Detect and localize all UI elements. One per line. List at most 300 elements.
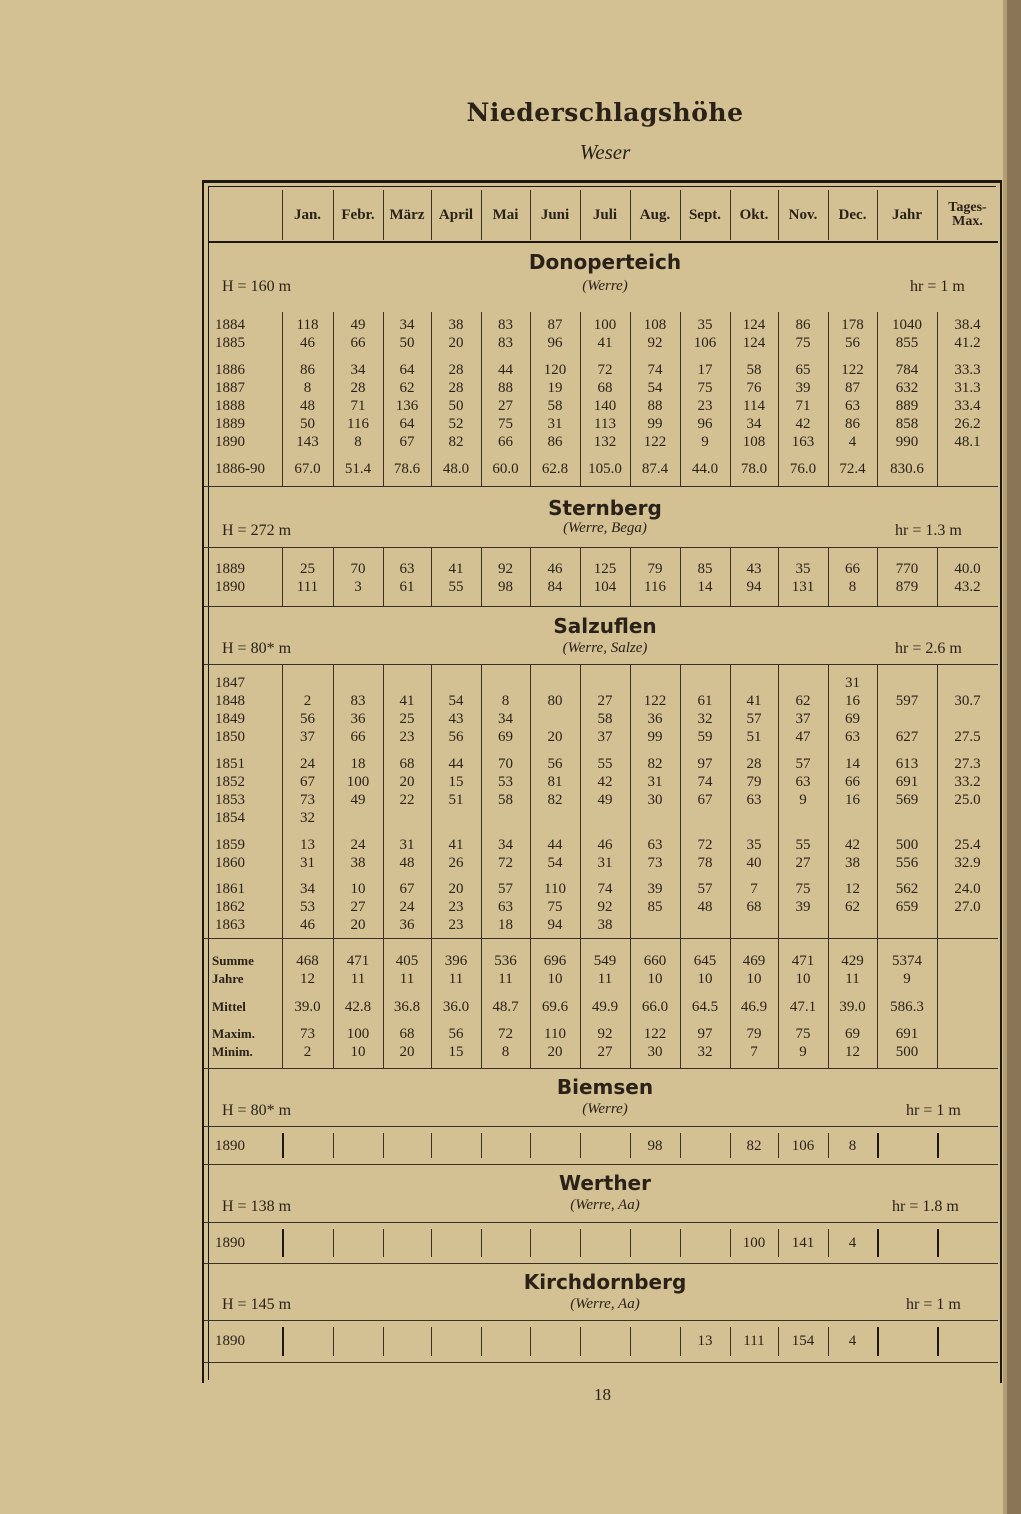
station-river: (Werre, Bega)	[563, 520, 647, 536]
summary-cell: 36.8	[393, 999, 421, 1015]
table-cell: 76.0	[789, 461, 817, 477]
table-cell: 8	[848, 579, 857, 595]
summary-cell: 396	[444, 953, 468, 969]
summary-label: Maxim.	[212, 1026, 255, 1041]
table-cell: 2	[303, 693, 312, 709]
table-cell: 14	[845, 756, 860, 772]
table-cell: 54	[448, 693, 464, 709]
row-year: 1889	[215, 416, 245, 432]
row-year: 1862	[215, 899, 245, 915]
table-cell: 92	[498, 561, 513, 577]
summary-cell: 15	[448, 1044, 464, 1060]
column-header: Juni	[540, 207, 570, 223]
table-cell: 55	[448, 579, 464, 595]
table-cell: 163	[791, 434, 815, 450]
table-cell: 12	[845, 881, 860, 897]
summary-cell: 5374	[892, 953, 922, 969]
table-cell: 64	[399, 362, 415, 378]
summary-cell: 66.0	[641, 999, 669, 1015]
station-bottom-rule	[204, 1263, 998, 1264]
summary-cell: 122	[643, 1026, 667, 1042]
table-cell: 42	[795, 416, 811, 432]
column-header: Jan.	[293, 207, 322, 223]
table-cell: 44	[448, 756, 464, 772]
table-cell: 66	[350, 729, 366, 745]
table-cell: 33.4	[954, 398, 981, 414]
table-cell: 57	[795, 756, 811, 772]
row-year: 1853	[215, 792, 245, 808]
table-cell: 85	[697, 561, 713, 577]
summary-cell: 32	[697, 1044, 713, 1060]
table-cell: 66	[845, 774, 860, 790]
column-header: Nov.	[788, 207, 818, 223]
summary-cell: 696	[543, 953, 567, 969]
table-cell: 73	[647, 855, 663, 871]
summary-label: Summe	[212, 953, 254, 968]
table-cell: 39	[647, 881, 663, 897]
summary-cell: 20	[399, 1044, 415, 1060]
page-title: Niederschlagshöhe	[466, 98, 744, 127]
table-cell: 87.4	[641, 461, 669, 477]
station-header-rule	[204, 1222, 998, 1223]
table-cell: 10	[350, 881, 366, 897]
table-row	[0, 560, 1000, 578]
table-cell: 63	[795, 774, 811, 790]
table-cell: 96	[697, 416, 713, 432]
table-cell: 61	[697, 693, 713, 709]
table-cell: 50	[448, 398, 464, 414]
table-cell: 56	[300, 711, 315, 727]
row-year: 1884	[215, 317, 245, 333]
summary-label: Minim.	[212, 1044, 253, 1059]
station-river: (Werre, Aa)	[570, 1197, 640, 1213]
table-cell: 42	[845, 837, 860, 853]
table-cell: 53	[300, 899, 315, 915]
table-cell: 48	[697, 899, 713, 915]
table-cell: 99	[647, 416, 663, 432]
table-cell: 31	[300, 855, 315, 871]
table-cell: 46	[547, 561, 563, 577]
table-cell: 46	[597, 837, 613, 853]
station-height: H = 272 m	[222, 522, 292, 539]
table-cell: 32	[300, 810, 315, 826]
summary-rule	[204, 938, 998, 939]
summary-cell: 72	[498, 1026, 513, 1042]
summary-cell: 10	[350, 1044, 366, 1060]
table-cell: 35	[746, 837, 762, 853]
table-cell: 41	[597, 335, 613, 351]
summary-row	[0, 970, 1000, 988]
table-cell: 20	[448, 881, 464, 897]
table-cell: 108	[742, 434, 766, 450]
table-cell: 7	[750, 881, 758, 897]
summary-cell: 69	[845, 1026, 860, 1042]
summary-cell: 471	[791, 953, 815, 969]
summary-cell: 11	[845, 971, 860, 987]
table-cell: 23	[697, 398, 713, 414]
table-cell: 25	[399, 711, 415, 727]
table-cell: 34	[300, 881, 315, 897]
table-row	[0, 361, 1000, 379]
table-cell: 74	[647, 362, 663, 378]
table-cell: 43	[448, 711, 464, 727]
header-separator	[937, 190, 938, 240]
table-cell: 26	[448, 855, 464, 871]
row-year: 1860	[215, 855, 245, 871]
table-cell: 40	[746, 855, 762, 871]
page-subtitle: Weser	[579, 140, 631, 164]
table-cell: 41.2	[954, 335, 981, 351]
table-cell: 27	[498, 398, 513, 414]
table-cell: 122	[841, 362, 864, 378]
table-cell: 61	[399, 579, 415, 595]
header-rule	[208, 241, 998, 243]
summary-cell: 10	[547, 971, 563, 987]
table-cell: 110	[544, 881, 566, 897]
table-cell: 34	[498, 711, 513, 727]
summary-cell: 10	[795, 971, 811, 987]
table-cell: 38.4	[954, 317, 981, 333]
table-cell: 94	[746, 579, 762, 595]
table-cell: 39	[795, 899, 811, 915]
table-cell: 82	[448, 434, 464, 450]
table-cell: 88	[647, 398, 663, 414]
table-cell: 46	[300, 335, 315, 351]
table-cell: 18	[350, 756, 366, 772]
column-header: Juli	[592, 207, 618, 223]
summary-cell: 10	[746, 971, 762, 987]
table-cell: 597	[895, 693, 919, 709]
station-name: Sternberg	[548, 496, 662, 520]
table-cell: 31	[399, 837, 415, 853]
table-cell: 562	[895, 881, 919, 897]
table-cell: 72	[498, 855, 513, 871]
table-cell: 69	[845, 711, 860, 727]
table-cell: 40.0	[954, 561, 981, 577]
table-cell: 122	[643, 434, 667, 450]
summary-row	[0, 952, 1000, 970]
table-cell: 38	[597, 917, 613, 933]
summary-cell: 469	[742, 953, 766, 969]
table-cell: 556	[895, 855, 919, 871]
table-cell: 20	[448, 335, 464, 351]
summary-cell: 92	[597, 1026, 613, 1042]
table-cell: 4	[848, 1235, 857, 1251]
table-cell: 92	[647, 335, 663, 351]
table-cell: 28	[350, 380, 366, 396]
table-cell: 58	[746, 362, 762, 378]
frame-inner-top	[208, 186, 996, 187]
table-cell: 26.2	[954, 416, 981, 432]
table-cell: 57	[746, 711, 762, 727]
table-cell: 97	[697, 756, 713, 772]
table-cell: 82	[547, 792, 563, 808]
table-cell: 1040	[892, 317, 922, 333]
table-cell: 86	[795, 317, 811, 333]
table-row	[0, 836, 1000, 854]
summary-cell: 536	[494, 953, 517, 969]
table-cell: 65	[795, 362, 811, 378]
table-cell: 41	[448, 837, 464, 853]
table-cell: 4	[848, 434, 857, 450]
summary-cell: 11	[597, 971, 613, 987]
table-cell: 100	[346, 774, 370, 790]
station-gauge-height: hr = 1 m	[906, 1102, 961, 1119]
table-cell: 659	[895, 899, 919, 915]
table-cell: 132	[593, 434, 617, 450]
table-cell: 75	[795, 881, 811, 897]
summary-cell: 39.0	[839, 999, 866, 1015]
table-cell: 140	[593, 398, 617, 414]
table-cell: 48.1	[954, 434, 981, 450]
table-cell: 17	[697, 362, 713, 378]
table-cell: 34	[399, 317, 415, 333]
table-cell: 68	[597, 380, 613, 396]
table-cell: 20	[399, 774, 415, 790]
table-cell: 36	[399, 917, 415, 933]
table-cell: 24	[350, 837, 366, 853]
row-year: 1851	[215, 756, 245, 772]
station-river: (Werre, Aa)	[570, 1296, 640, 1312]
table-cell: 27.3	[954, 756, 981, 772]
summary-cell: 30	[647, 1044, 663, 1060]
table-cell: 66	[350, 335, 366, 351]
table-cell: 82	[746, 1138, 762, 1154]
table-cell: 16	[845, 792, 860, 808]
summary-cell: 11	[350, 971, 366, 987]
table-cell: 62.8	[541, 461, 569, 477]
table-cell: 64	[399, 416, 415, 432]
column-header: Dec.	[838, 207, 867, 223]
summary-cell: 68	[399, 1026, 415, 1042]
table-cell: 46	[300, 917, 315, 933]
table-cell: 13	[697, 1333, 713, 1349]
table-cell: 9	[701, 434, 709, 450]
table-cell: 85	[647, 899, 663, 915]
table-cell: 75	[697, 380, 713, 396]
station-header-rule	[204, 664, 998, 665]
table-cell: 55	[795, 837, 811, 853]
table-cell: 124	[742, 317, 766, 333]
table-cell: 28	[746, 756, 762, 772]
table-cell: 63	[399, 561, 415, 577]
table-cell: 67	[697, 792, 713, 808]
header-separator	[282, 190, 283, 240]
row-year: 1885	[215, 335, 245, 351]
table-cell: 63	[498, 899, 513, 915]
table-cell: 66	[498, 434, 513, 450]
summary-cell: 10	[647, 971, 663, 987]
table-cell: 88	[498, 380, 513, 396]
table-cell: 72.4	[839, 461, 866, 477]
column-header: April	[438, 207, 474, 223]
table-cell: 114	[743, 398, 765, 414]
table-cell: 27	[350, 899, 366, 915]
table-cell: 75	[547, 899, 563, 915]
table-cell: 62	[399, 380, 415, 396]
table-cell: 632	[895, 380, 919, 396]
summary-cell: 12	[300, 971, 315, 987]
column-header: Febr.	[341, 207, 375, 223]
table-cell: 58	[547, 398, 563, 414]
station-name: Donoperteich	[528, 250, 682, 274]
table-cell: 74	[697, 774, 713, 790]
table-cell: 34	[498, 837, 513, 853]
table-cell: 136	[395, 398, 419, 414]
summary-cell: 27	[597, 1044, 613, 1060]
table-cell: 34	[350, 362, 366, 378]
header-separator	[383, 190, 384, 240]
table-row	[0, 898, 1000, 916]
table-cell: 67	[399, 881, 415, 897]
table-cell: 68	[746, 899, 762, 915]
summary-cell: 11	[448, 971, 464, 987]
table-cell: 66	[845, 561, 860, 577]
station-height: H = 145 m	[222, 1296, 292, 1313]
table-cell: 116	[644, 579, 666, 595]
summary-cell: 46.9	[740, 999, 768, 1015]
station-bottom-rule	[204, 1164, 998, 1165]
table-cell: 67	[399, 434, 415, 450]
header-separator	[730, 190, 731, 240]
table-cell: 879	[895, 579, 919, 595]
table-cell: 23	[448, 917, 464, 933]
table-cell: 108	[643, 317, 667, 333]
table-cell: 39	[795, 380, 811, 396]
table-cell: 72	[597, 362, 613, 378]
table-cell: 31	[845, 675, 860, 691]
table-row	[0, 755, 1000, 773]
row-year: 1861	[215, 881, 245, 897]
header-separator	[530, 190, 531, 240]
header-separator	[580, 190, 581, 240]
summary-cell: 20	[547, 1044, 563, 1060]
table-cell: 43.2	[954, 579, 981, 595]
table-cell: 27	[795, 855, 811, 871]
station-gauge-height: hr = 1.3 m	[895, 522, 962, 539]
table-cell: 858	[895, 416, 919, 432]
summary-cell: 11	[399, 971, 415, 987]
table-cell: 23	[448, 899, 464, 915]
table-cell: 16	[845, 693, 860, 709]
station-bottom-rule	[204, 1362, 998, 1363]
summary-cell: 79	[746, 1026, 762, 1042]
table-cell: 33.3	[954, 362, 981, 378]
table-cell: 24	[300, 756, 315, 772]
summary-cell: 468	[296, 953, 319, 969]
table-cell: 28	[448, 362, 464, 378]
station-river: (Werre, Salze)	[562, 640, 648, 656]
table-row	[0, 809, 1000, 827]
table-cell: 80	[547, 693, 563, 709]
table-cell: 48.0	[442, 461, 470, 477]
station-header-rule	[204, 547, 998, 548]
table-cell: 691	[895, 774, 919, 790]
table-cell: 24.0	[954, 881, 981, 897]
header-separator	[877, 190, 878, 240]
summary-cell: 11	[498, 971, 513, 987]
table-cell: 124	[742, 335, 766, 351]
summary-row	[0, 998, 1000, 1016]
summary-cell: 8	[501, 1044, 510, 1060]
table-cell: 81	[547, 774, 563, 790]
table-row	[0, 1332, 1000, 1350]
summary-cell: 9	[799, 1044, 807, 1060]
table-cell: 56	[547, 756, 563, 772]
table-cell: 25.4	[954, 837, 981, 853]
table-cell: 60.0	[492, 461, 519, 477]
summary-label: Mittel	[212, 999, 246, 1014]
row-year: 1886-90	[215, 461, 265, 477]
table-cell: 31	[547, 416, 563, 432]
table-cell: 8	[354, 434, 362, 450]
table-cell: 500	[895, 837, 919, 853]
table-cell: 116	[347, 416, 369, 432]
table-cell: 55	[597, 756, 613, 772]
table-cell: 52	[448, 416, 464, 432]
table-cell: 30	[647, 792, 663, 808]
table-cell: 34	[746, 416, 762, 432]
table-cell: 27.0	[954, 899, 981, 915]
table-cell: 56	[845, 335, 860, 351]
table-cell: 92	[597, 899, 613, 915]
table-cell: 83	[498, 335, 513, 351]
table-cell: 56	[448, 729, 464, 745]
table-cell: 79	[647, 561, 663, 577]
summary-cell: 39.0	[294, 999, 321, 1015]
station-header-rule	[204, 1320, 998, 1321]
table-cell: 47	[795, 729, 811, 745]
table-cell: 41	[399, 693, 415, 709]
table-cell: 42	[597, 774, 613, 790]
station-header-rule	[204, 1126, 998, 1127]
table-row	[0, 578, 1000, 596]
row-year: 1849	[215, 711, 245, 727]
table-cell: 143	[296, 434, 319, 450]
table-cell: 75	[498, 416, 513, 432]
table-cell: 59	[697, 729, 713, 745]
table-row	[0, 880, 1000, 898]
table-cell: 57	[498, 881, 513, 897]
station-height: H = 80* m	[222, 640, 292, 657]
table-cell: 31	[647, 774, 663, 790]
station-gauge-height: hr = 1.8 m	[892, 1198, 959, 1215]
table-cell: 67.0	[294, 461, 321, 477]
table-cell: 62	[845, 899, 860, 915]
table-cell: 4	[848, 1333, 857, 1349]
summary-cell: 7	[750, 1044, 758, 1060]
row-year: 1890	[215, 434, 245, 450]
table-cell: 58	[597, 711, 613, 727]
table-cell: 113	[594, 416, 616, 432]
table-cell: 99	[647, 729, 663, 745]
table-cell: 24	[399, 899, 415, 915]
table-cell: 78.6	[393, 461, 421, 477]
table-cell: 57	[697, 881, 713, 897]
table-row	[0, 728, 1000, 746]
table-cell: 73	[300, 792, 315, 808]
table-cell: 50	[399, 335, 415, 351]
table-cell: 49	[350, 317, 366, 333]
table-cell: 35	[697, 317, 713, 333]
table-cell: 58	[498, 792, 513, 808]
table-cell: 27.5	[954, 729, 981, 745]
table-cell: 83	[498, 317, 513, 333]
table-cell: 79	[746, 774, 762, 790]
row-year: 1890	[215, 579, 245, 595]
table-cell: 82	[647, 756, 663, 772]
table-row	[0, 379, 1000, 397]
